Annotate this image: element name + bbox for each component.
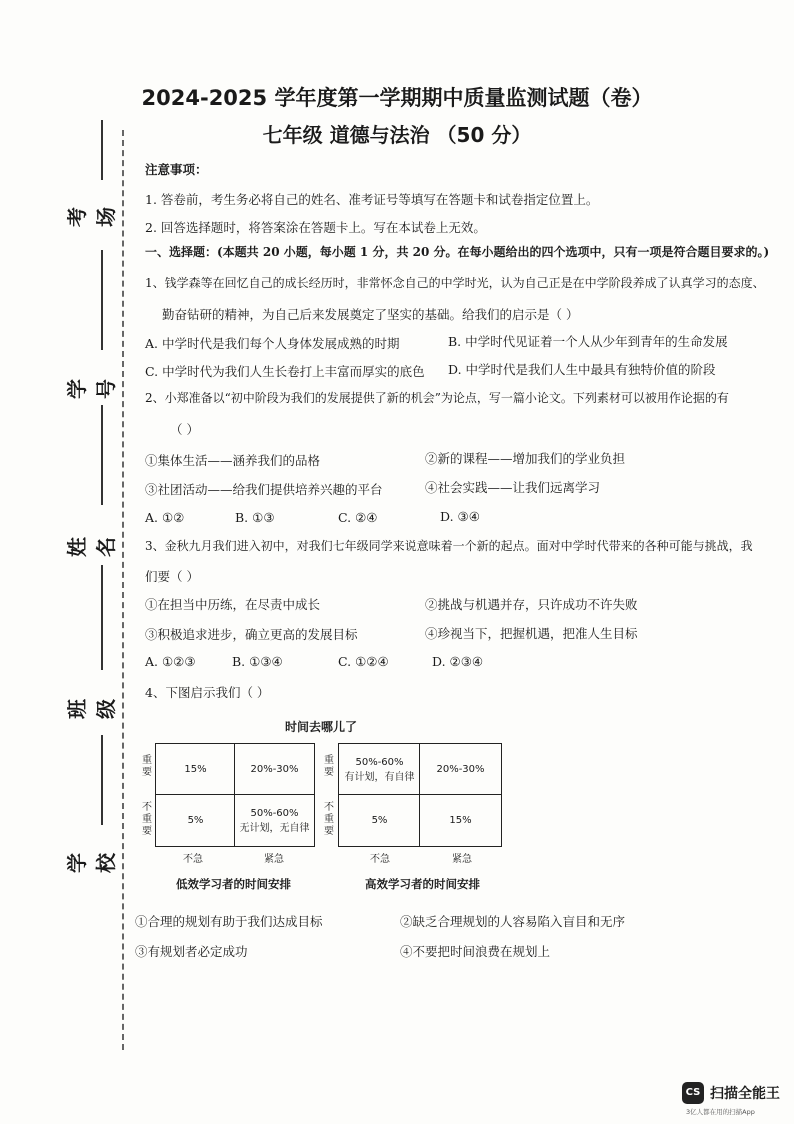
matrix-cell: 50%-60% 有计划，有自律	[344, 756, 415, 783]
student-no-line	[101, 250, 103, 350]
q2-option-b: B. ①③	[235, 510, 275, 525]
q1-option-a: A. 中学时代是我们每个人身体发展成熟的时期	[145, 336, 400, 351]
q2-option-c: C. ②④	[338, 510, 378, 525]
matrix-cell: 5%	[371, 815, 388, 826]
y-label-important: 重要	[324, 755, 334, 778]
class-label: 班级	[65, 699, 118, 719]
q2-stem-cont: （ ）	[170, 422, 199, 437]
name-label: 姓名	[65, 537, 118, 557]
y-label-not-important: 不重要	[324, 802, 334, 837]
q4-statement-1: ①合理的规划有助于我们达成目标	[135, 914, 323, 929]
q4-statement-3: ③有规划者必定成功	[135, 944, 248, 959]
matrix-caption: 低效学习者的时间安排	[176, 877, 291, 891]
q3-option-a: A. ①②③	[145, 654, 196, 669]
q4-statement-2: ②缺乏合理规划的人容易陷入盲目和无序	[400, 914, 626, 929]
cs-logo-icon: CS	[682, 1082, 704, 1104]
q3-stem: 3、金秋九月我们进入初中，对我们七年级同学来说意味着一个新的起点。面对中学时代带来的各种可能与挑战，我	[145, 539, 753, 553]
name-line	[101, 405, 103, 505]
binding-divider	[122, 130, 124, 1050]
q1-stem-cont: 勤奋钻研的精神，为自己后来发展奠定了坚实的基础。给我们的启示是（ ）	[162, 307, 579, 322]
section-heading: 一、选择题：(本题共 20 小题，每小题 1 分，共 20 分。在每小题给出的四个选项中，只有一项是符合题目要求的。)	[145, 245, 770, 259]
q3-statement-1: ①在担当中历练，在尽责中成长	[145, 597, 321, 612]
q2-statement-1: ①集体生活——涵养我们的品格	[145, 453, 321, 468]
note-item: 2. 回答选择题时，将答案涂在答题卡上。写在本试卷上无效。	[145, 220, 486, 235]
q3-statement-2: ②挑战与机遇并存，只许成功不许失败	[425, 597, 638, 612]
matrix-cell: 15%	[184, 764, 207, 775]
q2-statement-2: ②新的课程——增加我们的学业负担	[425, 451, 626, 466]
q3-option-d: D. ②③④	[432, 654, 484, 669]
q3-stem-cont: 们要（ ）	[145, 569, 199, 584]
notes-heading: 注意事项：	[145, 162, 208, 177]
q1-option-d: D. 中学时代是我们人生中最具有独特价值的阶段	[448, 362, 716, 377]
q3-statement-4: ④珍视当下，把握机遇，把准人生目标	[425, 626, 638, 641]
q2-option-d: D. ③④	[440, 509, 480, 524]
x-label-not-urgent: 不急	[370, 854, 390, 865]
x-label-not-urgent: 不急	[183, 854, 203, 865]
q3-statement-3: ③积极追求进步，确立更高的发展目标	[145, 627, 358, 642]
x-label-urgent: 紧急	[264, 854, 284, 865]
school-label: 学校	[65, 853, 118, 873]
matrix-cell: 20%-30%	[436, 764, 485, 775]
page-title: 2024-2025 学年度第一学期期中质量监测试题（卷）	[141, 86, 653, 110]
matrix-cell: 15%	[449, 815, 472, 826]
q2-stem: 2、小郑准备以“初中阶段为我们的发展提供了新的机会”为论点，写一篇小论文。下列素材可以被用作论据的有	[145, 391, 729, 405]
x-label-urgent: 紧急	[452, 854, 472, 865]
note-item: 1. 答卷前，考生务必将自己的姓名、准考证号等填写在答题卡和试卷指定位置上。	[145, 192, 599, 207]
q2-statement-3: ③社团活动——给我们提供培养兴趣的平台	[145, 482, 383, 497]
page-subtitle: 七年级 道德与法治 （50 分）	[262, 123, 532, 147]
matrix-cell: 20%-30%	[250, 764, 299, 775]
q4-stem: 4、下图启示我们（ ）	[145, 685, 270, 700]
y-label-not-important: 不重要	[142, 802, 152, 837]
q2-statement-4: ④社会实践——让我们远离学习	[425, 480, 601, 495]
y-label-important: 重要	[142, 755, 152, 778]
scanner-app-name: 扫描全能王	[710, 1086, 780, 1102]
matrix-cell: 5%	[187, 815, 204, 826]
q1-option-b: B. 中学时代见证着一个人从少年到青年的生命发展	[448, 334, 728, 349]
q1-stem: 1、钱学森等在回忆自己的成长经历时，非常怀念自己的中学时光，认为自己正是在中学阶段养成了认真学习的态度、	[145, 276, 765, 290]
q1-option-c: C. 中学时代为我们人生长卷打上丰富而厚实的底色	[145, 364, 425, 379]
q3-option-b: B. ①③④	[232, 654, 283, 669]
matrix-caption: 高效学习者的时间安排	[365, 877, 480, 891]
q3-option-c: C. ①②④	[338, 654, 389, 669]
scanner-tagline: 3亿人都在用的扫描App	[686, 1108, 755, 1116]
school-line	[101, 735, 103, 825]
exam-room-label: 考场	[65, 207, 118, 227]
q2-option-a: A. ①②	[145, 510, 185, 525]
class-line	[101, 565, 103, 670]
matrix-cell: 50%-60% 无计划，无自律	[239, 807, 310, 834]
student-no-label: 学号	[65, 379, 118, 399]
chart-title: 时间去哪儿了	[285, 720, 358, 734]
q4-statement-4: ④不要把时间浪费在规划上	[400, 944, 551, 959]
